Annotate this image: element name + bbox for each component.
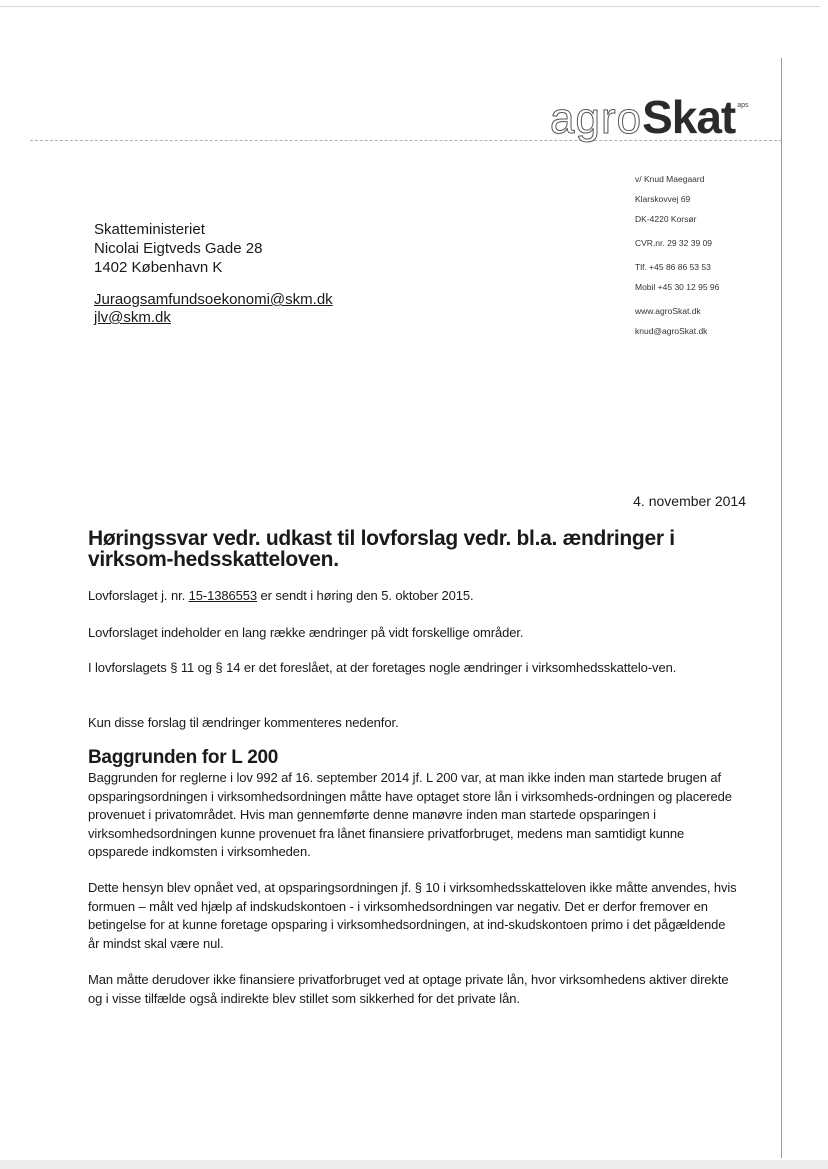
page-top-border <box>0 6 820 7</box>
paragraph-6: Dette hensyn blev opnået ved, at opsparingsordningen jf. § 10 i virksomhedsskatteloven ikke måtte anvendes, hvis formuen – målt ved hjælp af indskudskontoen - i virksomhedsordningen var negativ. Det er derfor fremover en betingelse for at kunne foretage opsparing i virksomhedsordningen, at ind-skudskontoen primo i det pågældende år mindst skal være nul. <box>88 880 737 951</box>
recipient-street: Nicolai Eigtveds Gade 28 <box>94 240 263 257</box>
paragraph-1-prefix: Lovforslaget j. nr. <box>88 588 189 603</box>
paragraph-2: Lovforslaget indeholder en lang række ændringer på vidt forskellige områder. <box>88 625 524 640</box>
sender-info <box>635 169 719 341</box>
sender-web: www.agroSkat.dk <box>635 306 701 316</box>
paragraph-7: Man måtte derudover ikke finansiere privatforbruget ved at optage private lån, hvor virksomhedens aktiver direkte og i visse tilfælde også indirekte blev stillet som sikkerhed for det private lån. <box>88 972 729 1006</box>
sender-contact: v/ Knud Maegaard <box>635 174 705 184</box>
letter-date: 4. november 2014 <box>633 493 746 509</box>
recipient-emails <box>94 291 333 327</box>
case-number: 15-1386553 <box>188 588 258 603</box>
sender-mobile: Mobil +45 30 12 95 96 <box>635 282 720 292</box>
logo-suffix: aps <box>737 102 749 109</box>
sender-street: Klarskovvej 69 <box>635 194 691 204</box>
paragraph-5: Baggrunden for reglerne i lov 992 af 16. september 2014 jf. L 200 var, at man ikke inden man startede brugen af opsparingsordningen i virksomhedsordningen måtte have optaget store lån i virksomheds-ordningen og placerede provenuet i privatområdet. Hvis man gennemførte denne manøvre inden man startede opsparingen i virksomhedsordningen kunne provenuet fra lånet finansiere privatforbruget, medens man samtidigt kunne opsparede indkomsten i virksomheden. <box>88 770 732 859</box>
recipient-name: Skatteministeriet <box>94 221 205 238</box>
paragraph-4: Kun disse forslag til ændringer kommenteres nedenfor. <box>88 715 399 730</box>
recipient-address <box>94 220 262 277</box>
recipient-email-link-1[interactable]: Juraogsamfundsoekonomi@skm.dk <box>94 291 333 308</box>
agroskat-logo <box>550 90 749 150</box>
sender-city: DK-4220 Korsør <box>635 214 697 224</box>
page-right-border <box>781 58 782 1158</box>
sender-cvr: CVR.nr. 29 32 39 09 <box>635 238 713 248</box>
logo-part1: agro <box>550 94 643 143</box>
section-heading: Baggrunden for L 200 <box>88 747 279 768</box>
page-bottom-shade <box>0 1160 828 1169</box>
sender-phone: Tlf. +45 86 86 53 53 <box>635 262 711 272</box>
sender-email: knud@agroSkat.dk <box>635 326 708 336</box>
recipient-city: 1402 København K <box>94 259 223 276</box>
logo-part2: Skat <box>642 91 736 143</box>
paragraph-1-suffix: er sendt i høring den 5. oktober 2015. <box>257 588 474 603</box>
letter-heading: Høringssvar vedr. udkast til lovforslag vedr. bl.a. ændringer i virksom-hedsskatteloven. <box>88 527 675 571</box>
recipient-email-link-2[interactable]: jlv@skm.dk <box>94 309 171 326</box>
paragraph-1 <box>88 587 738 606</box>
paragraph-3: I lovforslagets § 11 og § 14 er det foreslået, at der foretages nogle ændringer i virksomhedsskattelo-ven. <box>88 660 677 675</box>
